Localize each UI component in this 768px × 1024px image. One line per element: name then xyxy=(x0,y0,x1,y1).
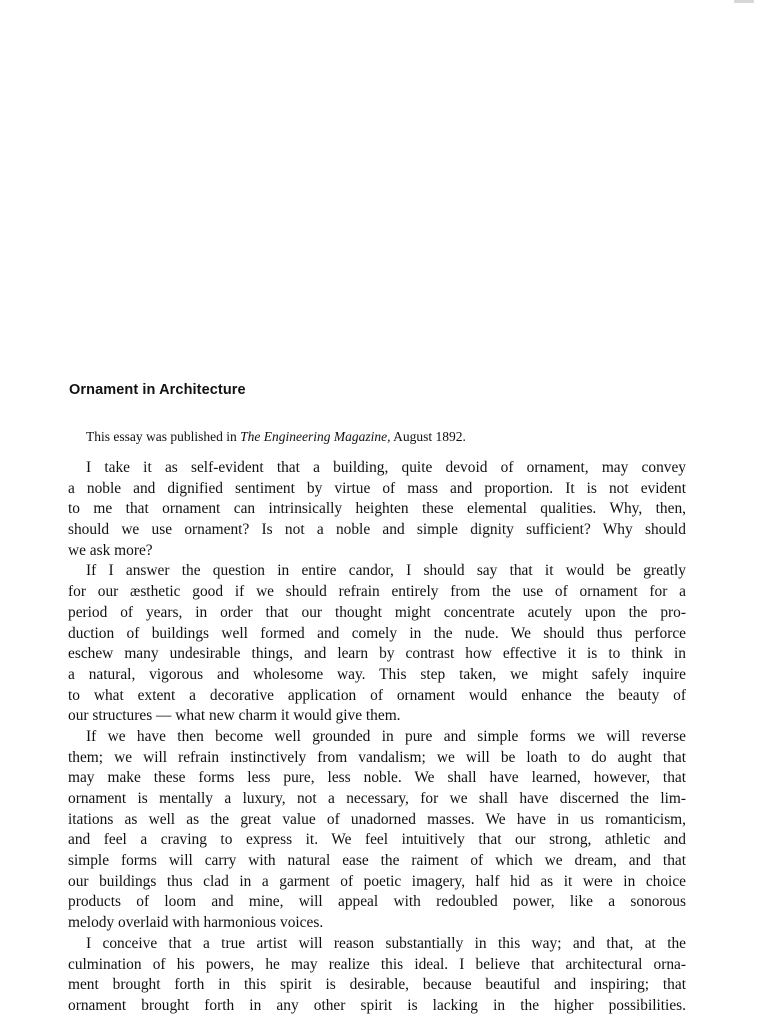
publication-date: August 1892. xyxy=(390,429,466,444)
text-line: to what extent a decorative application of ornament would enhance the beauty of xyxy=(68,686,686,704)
text-line: for our æsthetic good if we should refrain entirely from the use of ornament for a xyxy=(68,583,686,601)
text-line: ornament brought forth in any other spirit is lacking in the higher possibilities. xyxy=(68,996,686,1014)
text-line: ornament is mentally a luxury, not a necessary, for we shall have discerned the lim- xyxy=(68,790,686,807)
text-line: we ask more? xyxy=(68,541,153,559)
text-line: simple forms will carry with natural ease the raiment of which we dream, and that xyxy=(68,852,686,870)
publication-note xyxy=(86,429,706,445)
essay-title: Ornament in Architecture xyxy=(69,382,246,398)
text-line: our structures — what new charm it would give them. xyxy=(68,707,401,725)
page-corner-mark xyxy=(734,0,754,3)
publication-note-prefix: This essay was published in xyxy=(86,429,241,444)
text-line: melody overlaid with harmonious voices. xyxy=(68,914,324,932)
text-line: them; we will refrain instinctively from vandalism; we will be loath to do aught that xyxy=(68,748,686,766)
text-line: a noble and dignified sentiment by virtue of mass and proportion. It is not evident xyxy=(68,479,686,497)
text-line: may make these forms less pure, less noble. We shall have learned, however, that xyxy=(68,769,686,787)
text-line: If we have then become well grounded in pure and simple forms we will reverse xyxy=(86,727,686,745)
text-line: itations as well as the great value of unadorned masses. We have in us romanticism, xyxy=(68,810,686,828)
text-line: eschew many undesirable things, and learn by contrast how effective it is to think in xyxy=(68,645,686,663)
text-line: our buildings thus clad in a garment of poetic imagery, half hid as it were in choice xyxy=(68,872,686,890)
publication-name: The Engineering Magazine, xyxy=(240,429,391,444)
text-line: period of years, in order that our thought might concentrate acutely upon the pro- xyxy=(68,603,686,621)
text-line: duction of buildings well formed and comely in the nude. We should thus perforce xyxy=(68,624,686,642)
text-line: ment brought forth in this spirit is desirable, because beautiful and inspiring; that xyxy=(68,976,686,994)
text-line: a natural, vigorous and wholesome way. This step taken, we might safely inquire xyxy=(68,665,686,683)
text-line: should we use ornament? Is not a noble and simple dignity sufficient? Why should xyxy=(68,521,686,539)
text-line: culmination of his powers, he may realize this ideal. I believe that architectural orna- xyxy=(68,955,686,973)
text-line: If I answer the question in entire candor, I should say that it would be greatly xyxy=(86,562,686,580)
text-line: and feel a craving to express it. We feel intuitively that our strong, athletic and xyxy=(68,831,686,849)
text-line: to me that ornament can intrinsically heighten these elemental qualities. Why, then, xyxy=(68,500,686,518)
essay-body xyxy=(68,458,686,1017)
text-line: I take it as self-evident that a building, quite devoid of ornament, may convey xyxy=(86,459,686,476)
text-line: products of loom and mine, will appeal with redoubled power, like a sonorous xyxy=(68,893,686,911)
text-line: I conceive that a true artist will reason substantially in this way; and that, at the xyxy=(86,934,686,952)
